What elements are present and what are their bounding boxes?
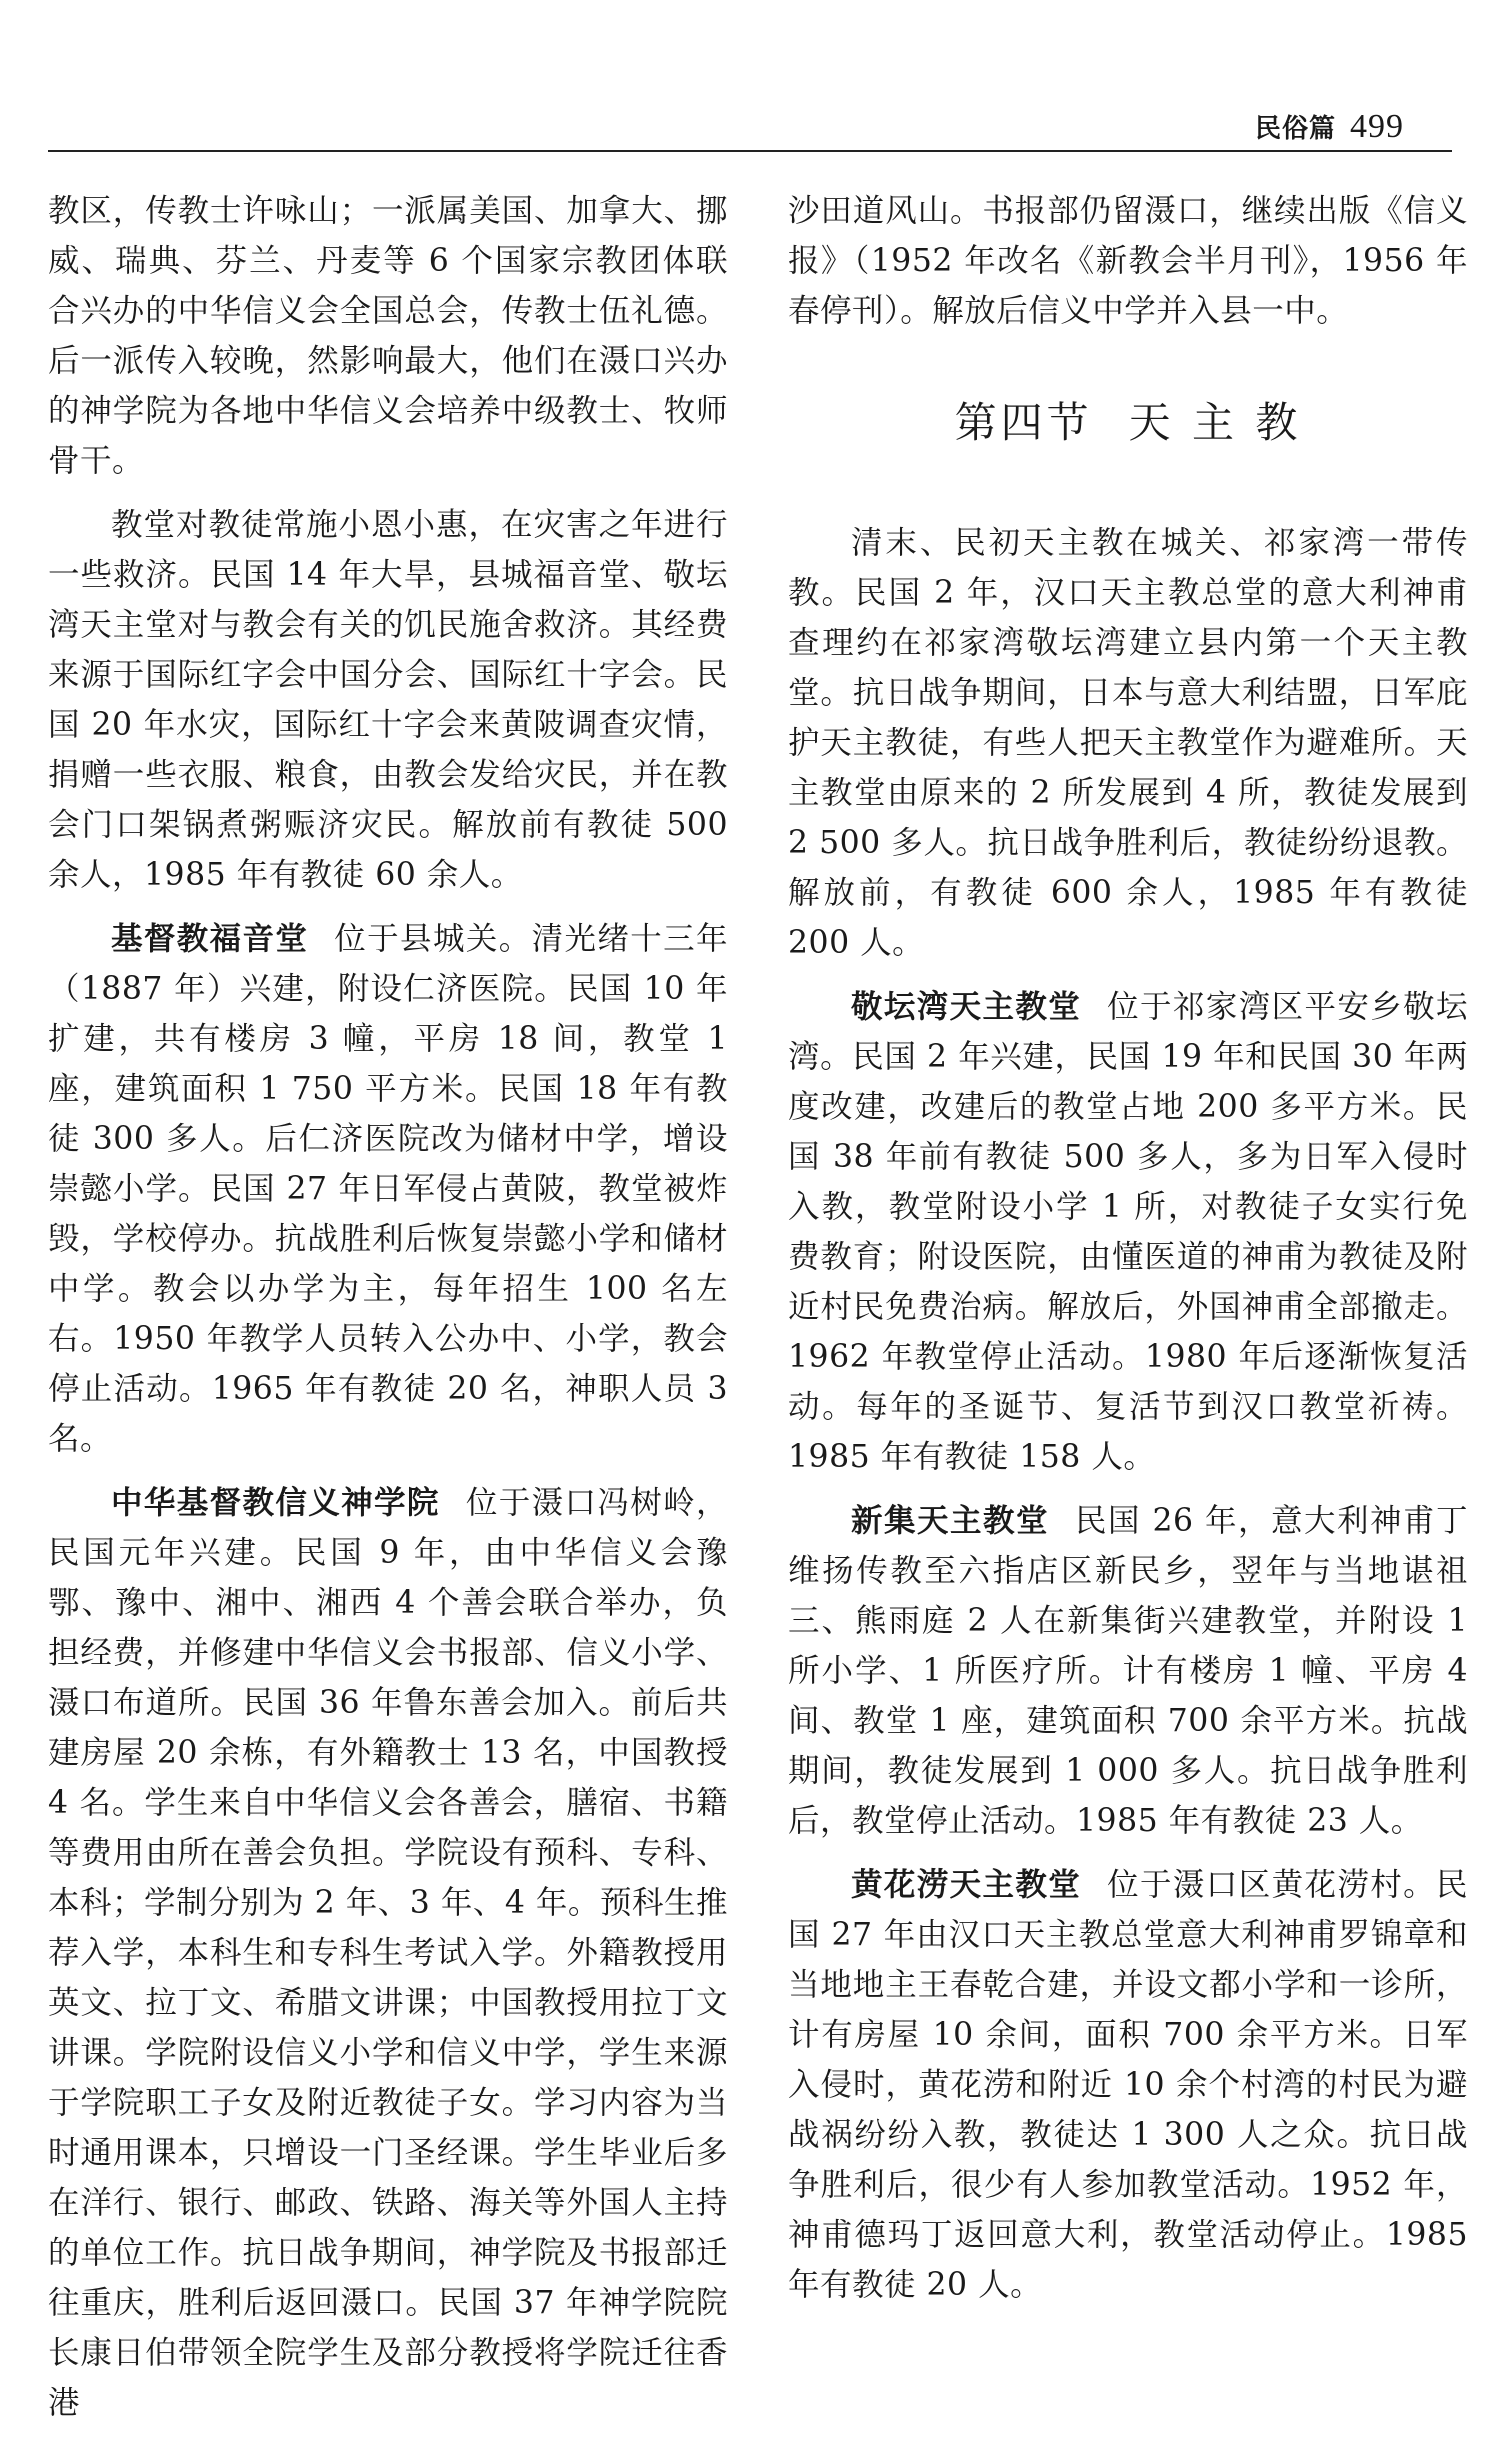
- page-number: 499: [1350, 108, 1404, 145]
- entry-title: 黄花涝天主教堂: [851, 1867, 1082, 1903]
- entry-text: 位于滠口冯树岭，民国元年兴建。民国 9 年，由中华信义会豫鄂、豫中、湘中、湘西 4 个善会联合举办，负担经费，并修建中华信义会书报部、信义小学、滠口布道所。民国 36 年鲁东善会加入。前后共建房屋 20 余栋，有外籍教士 13 名，中国教授 4 名。学生来自中华信义会各善会，膳宿、书籍等费用由所在善会负担。学院设有预科、专科、本科；学制分别为 2 年、3 年、4 年。预科生推荐入学，本科生和专科生考试入学。外籍教授用英文、拉丁文、希腊文讲课；中国教授用拉丁文讲课。学院附设信义小学和信义中学，学生来源于学院职工子女及附近教徒子女。学习内容为当时通用课本，只增设一门圣经课。学生毕业后多在洋行、银行、邮政、铁路、海关等外国人主持的单位工作。抗日战争期间，神学院及书报部迁往重庆，胜利后返回滠口。民国 37 年神学院院长康日伯带领全院学生及部分教授将学院迁往香港: [48, 1485, 728, 2421]
- entry-title: 中华基督教信义神学院: [111, 1485, 440, 1521]
- left-column: [48, 186, 728, 2442]
- section-title: [788, 398, 1468, 448]
- entry-paragraph: [788, 1496, 1468, 1846]
- entry-paragraph: [788, 982, 1468, 1482]
- entry-paragraph: [788, 1860, 1468, 2310]
- paragraph: 沙田道风山。书报部仍留滠口，继续出版《信义报》（1952 年改名《新教会半月刊》，1956 年春停刊）。解放后信义中学并入县一中。: [788, 193, 1468, 329]
- right-column: [788, 186, 1468, 2324]
- entry-paragraph: [48, 1478, 728, 2428]
- section-number: 第四节: [954, 398, 1093, 447]
- entry-title: 基督教福音堂: [111, 921, 309, 957]
- paragraph: 教堂对教徒常施小恩小惠，在灾害之年进行一些救济。民国 14 年大旱，县城福音堂、敬坛湾天主堂对与教会有关的饥民施舍救济。其经费来源于国际红字会中国分会、国际红十字会。民国 20 年水灾，国际红十字会来黄陂调查灾情，捐赠一些衣服、粮食，由教会发给灾民，并在教会门口架锅煮粥赈济灾民。解放前有教徒 500 余人，1985 年有教徒 60 余人。: [48, 507, 728, 893]
- entry-title: 新集天主教堂: [851, 1503, 1049, 1539]
- entry-title: 敬坛湾天主教堂: [851, 989, 1082, 1025]
- entry-text: 民国 26 年，意大利神甫丁维扬传教至六指店区新民乡，翌年与当地谌祖三、熊雨庭 2 人在新集街兴建教堂，并附设 1 所小学、1 所医疗所。计有楼房 1 幢、平房 4 间、教堂 1 座，建筑面积 700 余平方米。抗战期间，教徒发展到 1 000 多人。抗日战争胜利后，教堂停止活动。1985 年有教徒 23 人。: [788, 1503, 1468, 1839]
- paragraph: 教区，传教士许咏山；一派属美国、加拿大、挪威、瑞典、芬兰、丹麦等 6 个国家宗教团体联合兴办的中华信义会全国总会，传教士伍礼德。后一派传入较晚，然影响最大，他们在滠口兴办的神学院为各地中华信义会培养中级教士、牧师骨干。: [48, 193, 728, 479]
- running-head: [1255, 108, 1404, 146]
- entry-text: 位于祁家湾区平安乡敬坛湾。民国 2 年兴建，民国 19 年和民国 30 年两度改建，改建后的教堂占地 200 多平方米。民国 38 年前有教徒 500 多人，多为日军入侵时入教，教堂附设小学 1 所，对教徒子女实行免费教育；附设医院，由懂医道的神甫为教徒及附近村民免费治病。解放后，外国神甫全部撤走。1962 年教堂停止活动。1980 年后逐渐恢复活动。每年的圣诞节、复活节到汉口教堂祈祷。1985 年有教徒 158 人。: [788, 989, 1468, 1475]
- entry-text: 位于县城关。清光绪十三年（1887 年）兴建，附设仁济医院。民国 10 年扩建，共有楼房 3 幢，平房 18 间，教堂 1 座，建筑面积 1 750 平方米。民国 18 年有教徒 300 多人。后仁济医院改为储材中学，增设崇懿小学。民国 27 年日军侵占黄陂，教堂被炸毁，学校停办。抗战胜利后恢复崇懿小学和储材中学。教会以办学为主，每年招生 100 名左右。1950 年教学人员转入公办中、小学，教会停止活动。1965 年有教徒 20 名，神职人员 3 名。: [48, 921, 728, 1457]
- entry-text: 位于滠口区黄花涝村。民国 27 年由汉口天主教总堂意大利神甫罗锦章和当地地主王春乾合建，并设文都小学和一诊所，计有房屋 10 余间，面积 700 余平方米。日军入侵时，黄花涝和附近 10 余个村湾的村民为避战祸纷纷入教，教徒达 1 300 人之众。抗日战争胜利后，很少有人参加教堂活动。1952 年，神甫德玛丁返回意大利，教堂活动停止。1985 年有教徒 20 人。: [788, 1867, 1468, 2303]
- section-name: 天 主 教: [1128, 398, 1302, 447]
- entry-paragraph: [48, 914, 728, 1464]
- header-rule: [48, 150, 1452, 152]
- running-title: 民俗篇: [1254, 114, 1336, 144]
- paragraph: 清末、民初天主教在城关、祁家湾一带传教。民国 2 年，汉口天主教总堂的意大利神甫查理约在祁家湾敬坛湾建立县内第一个天主教堂。抗日战争期间，日本与意大利结盟，日军庇护天主教徒，有些人把天主教堂作为避难所。天主教堂由原来的 2 所发展到 4 所，教徒发展到 2 500 多人。抗日战争胜利后，教徒纷纷退教。解放前，有教徒 600 余人，1985 年有教徒 200 人。: [788, 525, 1468, 961]
